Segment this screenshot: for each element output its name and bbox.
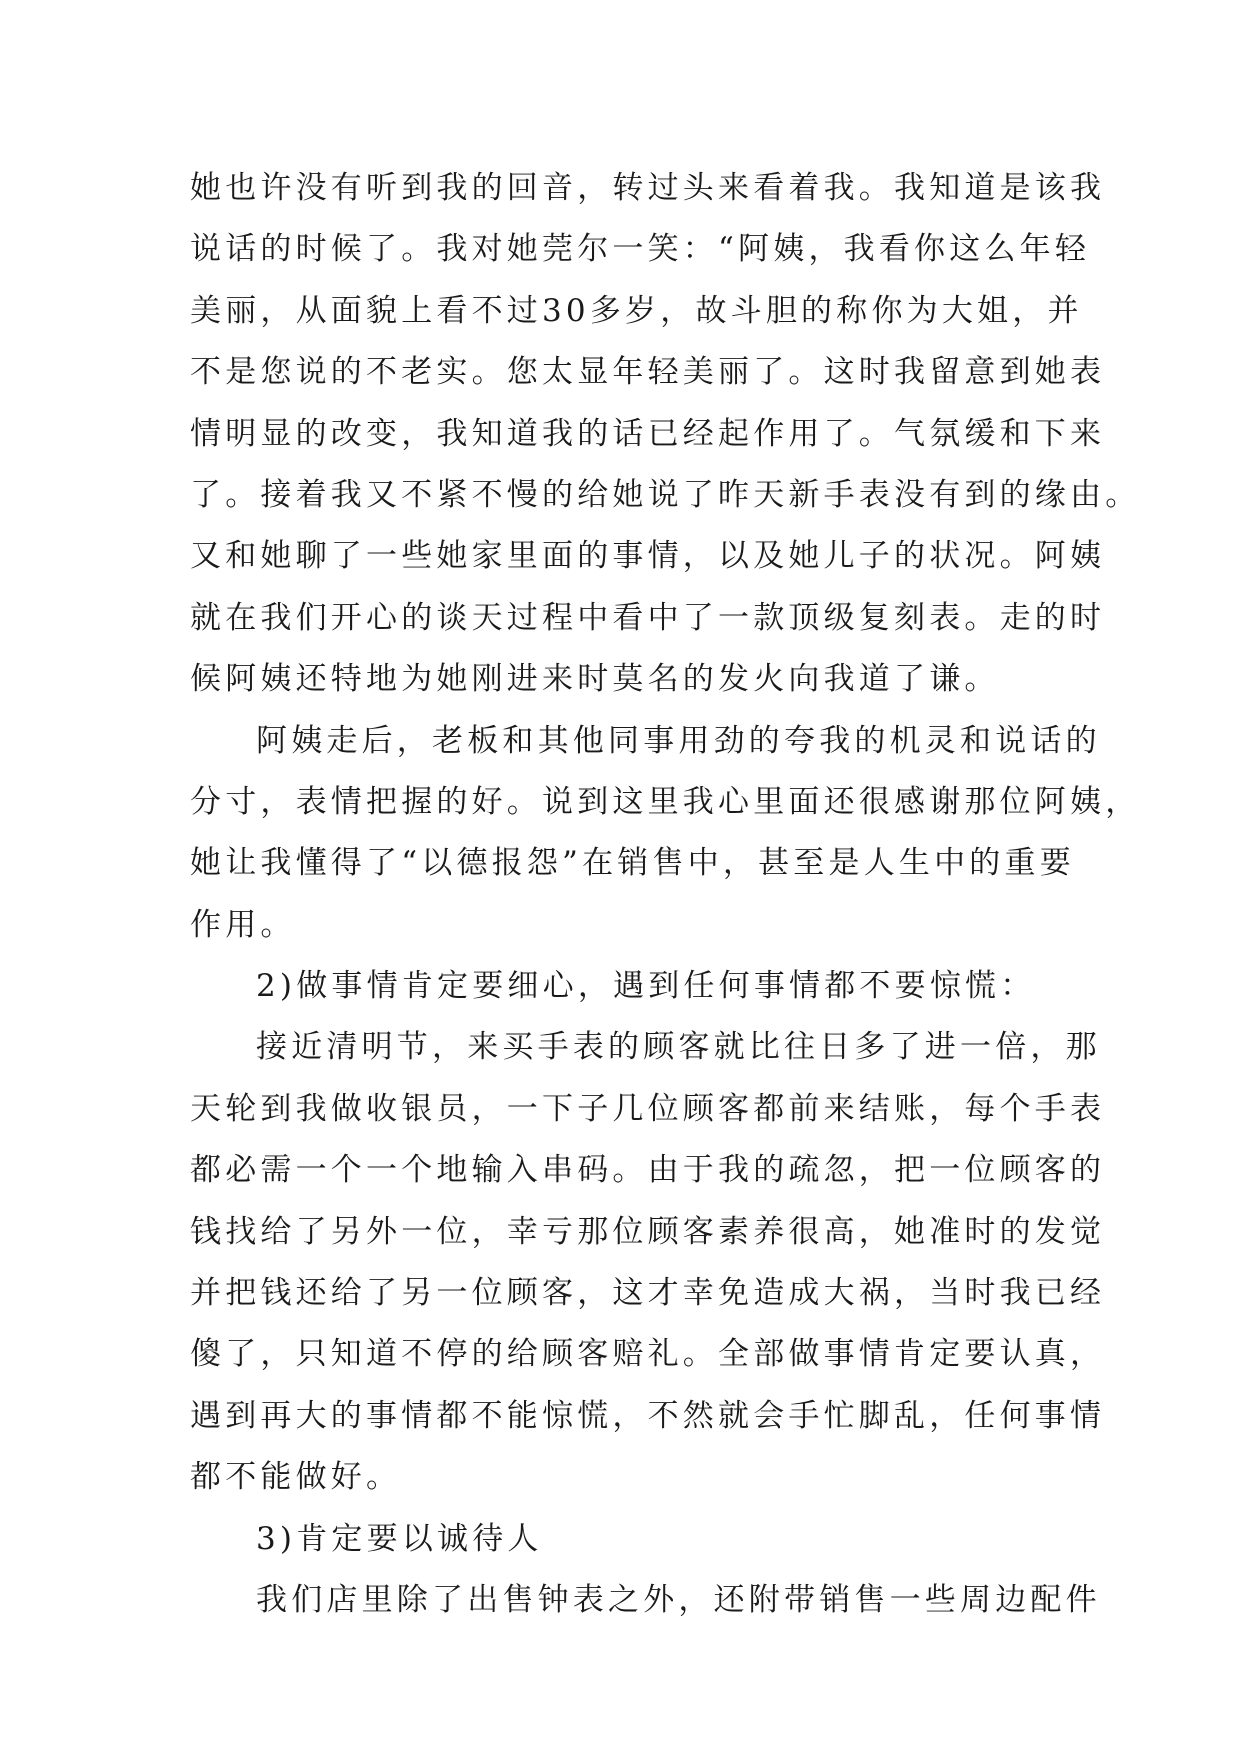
text-line: 候阿姨还特地为她刚进来时莫名的发火向我道了谦。: [190, 661, 1000, 698]
document-body: [190, 158, 1141, 1631]
text-line: 说话的时候了。我对她莞尔一笑：“阿姨，我看你这么年轻: [190, 231, 1091, 268]
text-line: 接近清明节，来买手表的顾客就比往日多了进一倍，那: [256, 1029, 1101, 1066]
text-line: 又和她聊了一些她家里面的事情，以及她儿子的状况。阿姨: [190, 538, 1106, 575]
text-line: 我们店里除了出售钟表之外，还附带销售一些周边配件: [256, 1581, 1101, 1618]
text-line: 了。接着我又不紧不慢的给她说了昨天新手表没有到的缘由。: [190, 476, 1141, 513]
text-line: 不是您说的不老实。您太显年轻美丽了。这时我留意到她表: [190, 354, 1106, 391]
paragraph-4: [190, 1570, 1101, 1631]
paragraph-3: [190, 1017, 1106, 1508]
text-line: 并把钱还给了另一位顾客，这才幸免造成大祸，当时我已经: [190, 1275, 1106, 1312]
text-line: 她让我懂得了“以德报怨”在销售中，甚至是人生中的重要: [190, 845, 1075, 882]
text-line: 天轮到我做收银员，一下子几位顾客都前来结账，每个手表: [190, 1090, 1106, 1127]
text-line: 钱找给了另外一位，幸亏那位顾客素养很高，她准时的发觉: [190, 1213, 1106, 1250]
paragraph-2: [190, 711, 1141, 957]
text-line: 傻了，只知道不停的给顾客赔礼。全部做事情肯定要认真，: [190, 1336, 1106, 1373]
text-line: 她也许没有听到我的回音，转过头来看着我。我知道是该我: [190, 170, 1106, 206]
text-line: 分寸，表情把握的好。说到这里我心里面还很感谢那位阿姨，: [190, 783, 1141, 820]
section-heading: 2)做事情肯定要细心，遇到任何事情都不要惊慌：: [256, 968, 1036, 1005]
text-line: 就在我们开心的谈天过程中看中了一款顶级复刻表。走的时: [190, 599, 1106, 636]
text-line: 情明显的改变，我知道我的话已经起作用了。气氛缓和下来: [190, 415, 1106, 452]
section-heading: 3)肯定要以诚待人: [256, 1520, 543, 1557]
text-line: 都不能做好。: [190, 1459, 402, 1496]
text-line: 作用。: [190, 906, 296, 943]
section-heading-2: [190, 956, 1060, 1017]
text-line: 阿姨走后，老板和其他同事用劲的夸我的机灵和说话的: [256, 722, 1101, 759]
text-line: 美丽，从面貌上看不过30多岁，故斗胆的称你为大姐，并: [190, 292, 1083, 329]
text-line: 都必需一个一个地输入串码。由于我的疏忽，把一位顾客的: [190, 1152, 1106, 1189]
text-line: 遇到再大的事情都不能惊慌，不然就会手忙脚乱，任何事情: [190, 1397, 1106, 1434]
section-heading-3: [190, 1509, 1060, 1570]
paragraph-1: [190, 158, 1141, 711]
